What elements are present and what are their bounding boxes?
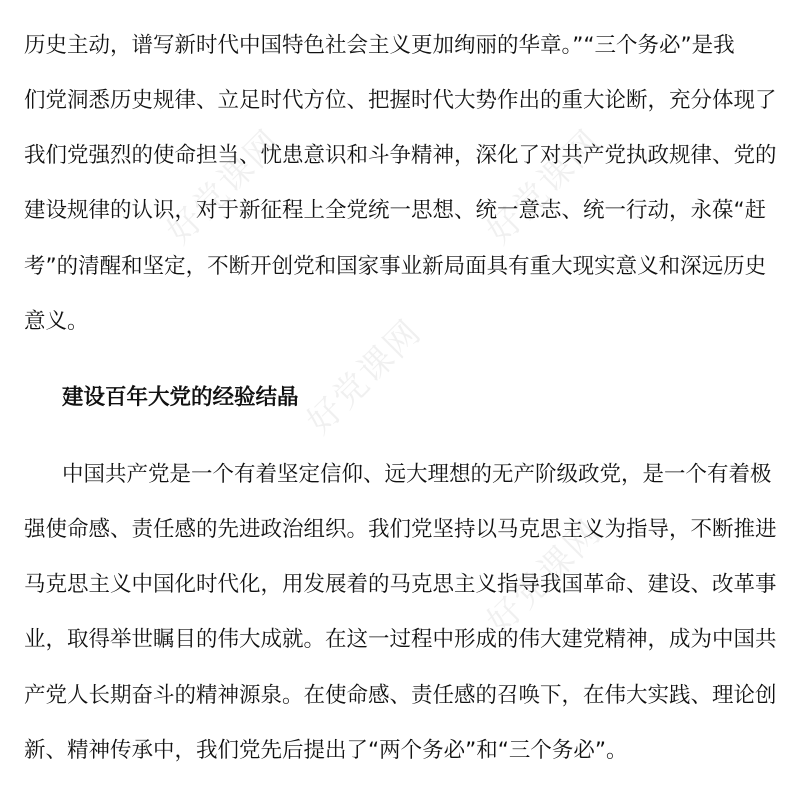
paragraph-line: 新、精神传承中，我们党先后提出了“两个务必”和“三个务必”。 <box>24 738 628 763</box>
paragraph-line: 建设规律的认识，对于新征程上全党统一思想、统一意志、统一行动，永葆“赶 <box>24 198 767 223</box>
paragraph-line: 考”的清醒和坚定，不断开创党和国家事业新局面具有重大现实意义和深远历史 <box>24 254 767 279</box>
paragraph-line: 产党人长期奋斗的精神源泉。在使命感、责任感的召唤下，在伟大实践、理论创 <box>24 683 777 708</box>
watermark: 好党课网 <box>299 311 430 443</box>
paragraph-line: 强使命感、责任感的先进政治组织。我们党坚持以马克思主义为指导，不断推进 <box>24 517 777 542</box>
paragraph-line: 中国共产党是一个有着坚定信仰、远大理想的无产阶级政党，是一个有着极 <box>62 462 772 487</box>
section-heading: 建设百年大党的经验结晶 <box>62 385 299 410</box>
watermark: 好党课网 <box>479 121 610 253</box>
paragraph-line: 历史主动，谱写新时代中国特色社会主义更加绚丽的华章。”“三个务必”是我 <box>24 33 735 58</box>
paragraph-line: 我们党强烈的使命担当、忧患意识和斗争精神，深化了对共产党执政规律、党的 <box>24 143 777 168</box>
watermark: 好党课网 <box>159 121 290 253</box>
paragraph-line: 们党洞悉历史规律、立足时代方位、把握时代大势作出的重大论断，充分体现了 <box>24 88 777 113</box>
watermark: 好党课网 <box>479 511 610 643</box>
paragraph-line: 业，取得举世瞩目的伟大成就。在这一过程中形成的伟大建党精神，成为中国共 <box>24 627 777 652</box>
paragraph-line: 意义。 <box>24 309 89 334</box>
paragraph-line: 马克思主义中国化时代化，用发展着的马克思主义指导我国革命、建设、改革事 <box>24 572 777 597</box>
